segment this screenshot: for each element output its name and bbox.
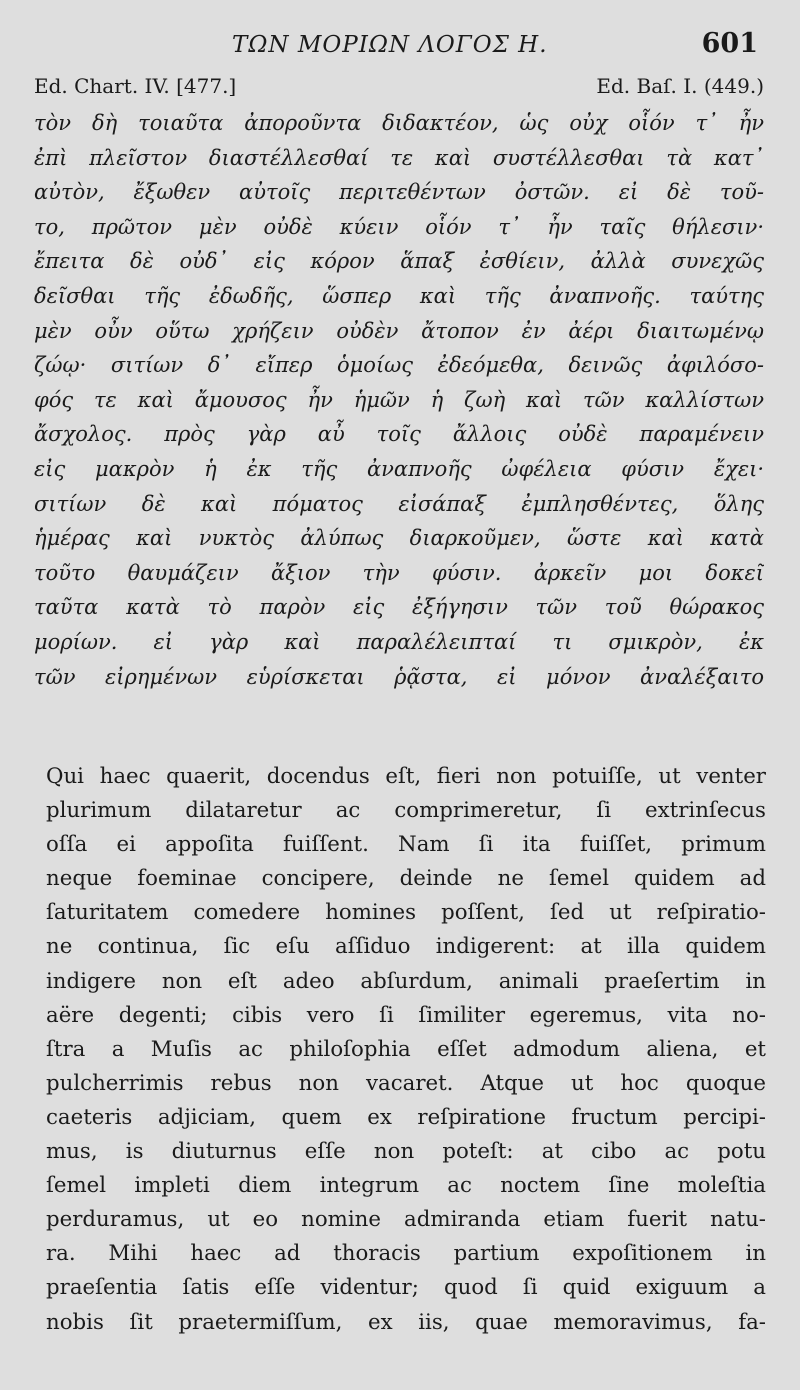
latin-text-line: perduramus, ut eo nomine admiranda etiam fuerit natu- (46, 1207, 766, 1233)
greek-text-line: ἄσχολος. πρὸς γὰρ αὖ τοῖς ἄλλοις οὐδὲ παραμένειν (34, 422, 764, 447)
edition-reference-basel: Ed. Baſ. I. (449.) (596, 74, 764, 98)
latin-text-line: oſſa ei appoſita fuiſſent. Nam ſi ita fuiſſet, primum (46, 832, 766, 858)
running-title: ΤΩΝ ΜΟΡΙΩΝ ΛΟΓΟΣ Η. (232, 32, 548, 58)
latin-text-line: praeſentia ſatis eſſe videntur; quod ſi quid exiguum a (46, 1275, 766, 1301)
latin-text-line: ſtra a Muſis ac philoſophia eſſet admodum aliena, et (46, 1036, 766, 1062)
running-head (0, 28, 800, 64)
greek-text-line: μὲν οὖν οὕτω χρήζειν οὐδὲν ἄτοπον ἐν ἀέρι διαιτωμένῳ (34, 318, 764, 343)
edition-reference-chartier: Ed. Chart. IV. [477.] (34, 74, 237, 98)
page-number: 601 (701, 28, 758, 59)
greek-text-line: μορίων. εἰ γὰρ καὶ παραλέλειπταί τι σμικρὸν, ἐκ (34, 629, 764, 654)
latin-text-line: plurimum dilataretur ac comprimeretur, ſi extrinſecus (46, 798, 766, 824)
latin-text-line: indigere non eſt adeo abſurdum, animali praeſertim in (46, 968, 766, 994)
greek-text-line: φός τε καὶ ἄμουσος ἦν ἡμῶν ἡ ζωὴ καὶ τῶν καλλίστων (34, 387, 764, 412)
greek-text-line: το, πρῶτον μὲν οὐδὲ κύειν οἷόν τ᾽ ἦν ταῖς θήλεσιν· (34, 214, 764, 239)
greek-text-line: ἐπὶ πλεῖστον διαστέλλεσθαί τε καὶ συστέλλεσθαι τὰ κατ᾽ (34, 145, 764, 170)
greek-text-line: δεῖσθαι τῆς ἐδωδῆς, ὥσπερ καὶ τῆς ἀναπνοῆς. ταύτης (34, 283, 764, 308)
greek-text-line: ζώῳ· σιτίων δ᾽ εἴπερ ὁμοίως ἐδεόμεθα, δεινῶς ἀφιλόσο- (34, 353, 764, 378)
latin-text-line: Qui haec quaerit, docendus eſt, fieri non potuiſſe, ut venter (46, 764, 766, 789)
greek-text-line: εἰς μακρὸν ἡ ἐκ τῆς ἀναπνοῆς ὠφέλεια φύσιν ἔχει· (34, 456, 764, 481)
latin-text-block (46, 760, 766, 1340)
edition-reference-line (34, 74, 764, 104)
greek-text-block (34, 106, 764, 694)
latin-text-line: ne continua, ſic eſu aſſiduo indigerent: at illa quidem (46, 934, 766, 960)
latin-text-line: ſemel impleti diem integrum ac noctem ſine moleſtia (46, 1173, 766, 1199)
latin-text-line: caeteris adjiciam, quem ex reſpiratione fructum percipi- (46, 1104, 766, 1130)
greek-text-line: ἡμέρας καὶ νυκτὸς ἀλύπως διαρκοῦμεν, ὥστε καὶ κατὰ (34, 526, 764, 551)
greek-text-line: τῶν εἰρημένων εὑρίσκεται ῥᾷστα, εἰ μόνον ἀναλέξαιτο (34, 664, 764, 689)
latin-text-line: mus, is diuturnus eſſe non poteſt: at cibo ac potu (46, 1139, 766, 1165)
latin-text-line: nobis ſit praetermiſſum, ex iis, quae memoravimus, fa- (46, 1309, 766, 1335)
latin-text-line: pulcherrimis rebus non vacaret. Atque ut hoc quoque (46, 1070, 766, 1096)
latin-text-line: aëre degenti; cibis vero ſi ſimiliter egeremus, vita no- (46, 1002, 766, 1028)
latin-text-line: neque foeminae concipere, deinde ne ſemel quidem ad (46, 866, 766, 892)
greek-text-line: ἔπειτα δὲ οὐδ᾽ εἰς κόρον ἅπαξ ἐσθίειν, ἀλλὰ συνεχῶς (34, 249, 764, 274)
greek-text-line: τοῦτο θαυμάζειν ἄξιον τὴν φύσιν. ἀρκεῖν μοι δοκεῖ (34, 560, 764, 585)
greek-text-line: αὐτὸν, ἔξωθεν αὐτοῖς περιτεθέντων ὀστῶν. εἰ δὲ τοῦ- (34, 180, 764, 205)
greek-text-line: σιτίων δὲ καὶ πόματος εἰσάπαξ ἐμπλησθέντες, ὅλης (34, 491, 764, 516)
greek-text-line: τὸν δὴ τοιαῦτα ἀποροῦντα διδακτέον, ὡς οὐχ οἷόν τ᾽ ἦν (34, 111, 764, 135)
latin-text-line: ſaturitatem comedere homines poſſent, ſed ut reſpiratio- (46, 900, 766, 926)
latin-text-line: ra. Mihi haec ad thoracis partium expoſitionem in (46, 1241, 766, 1267)
greek-text-line: ταῦτα κατὰ τὸ παρὸν εἰς ἐξήγησιν τῶν τοῦ θώρακος (34, 595, 764, 620)
